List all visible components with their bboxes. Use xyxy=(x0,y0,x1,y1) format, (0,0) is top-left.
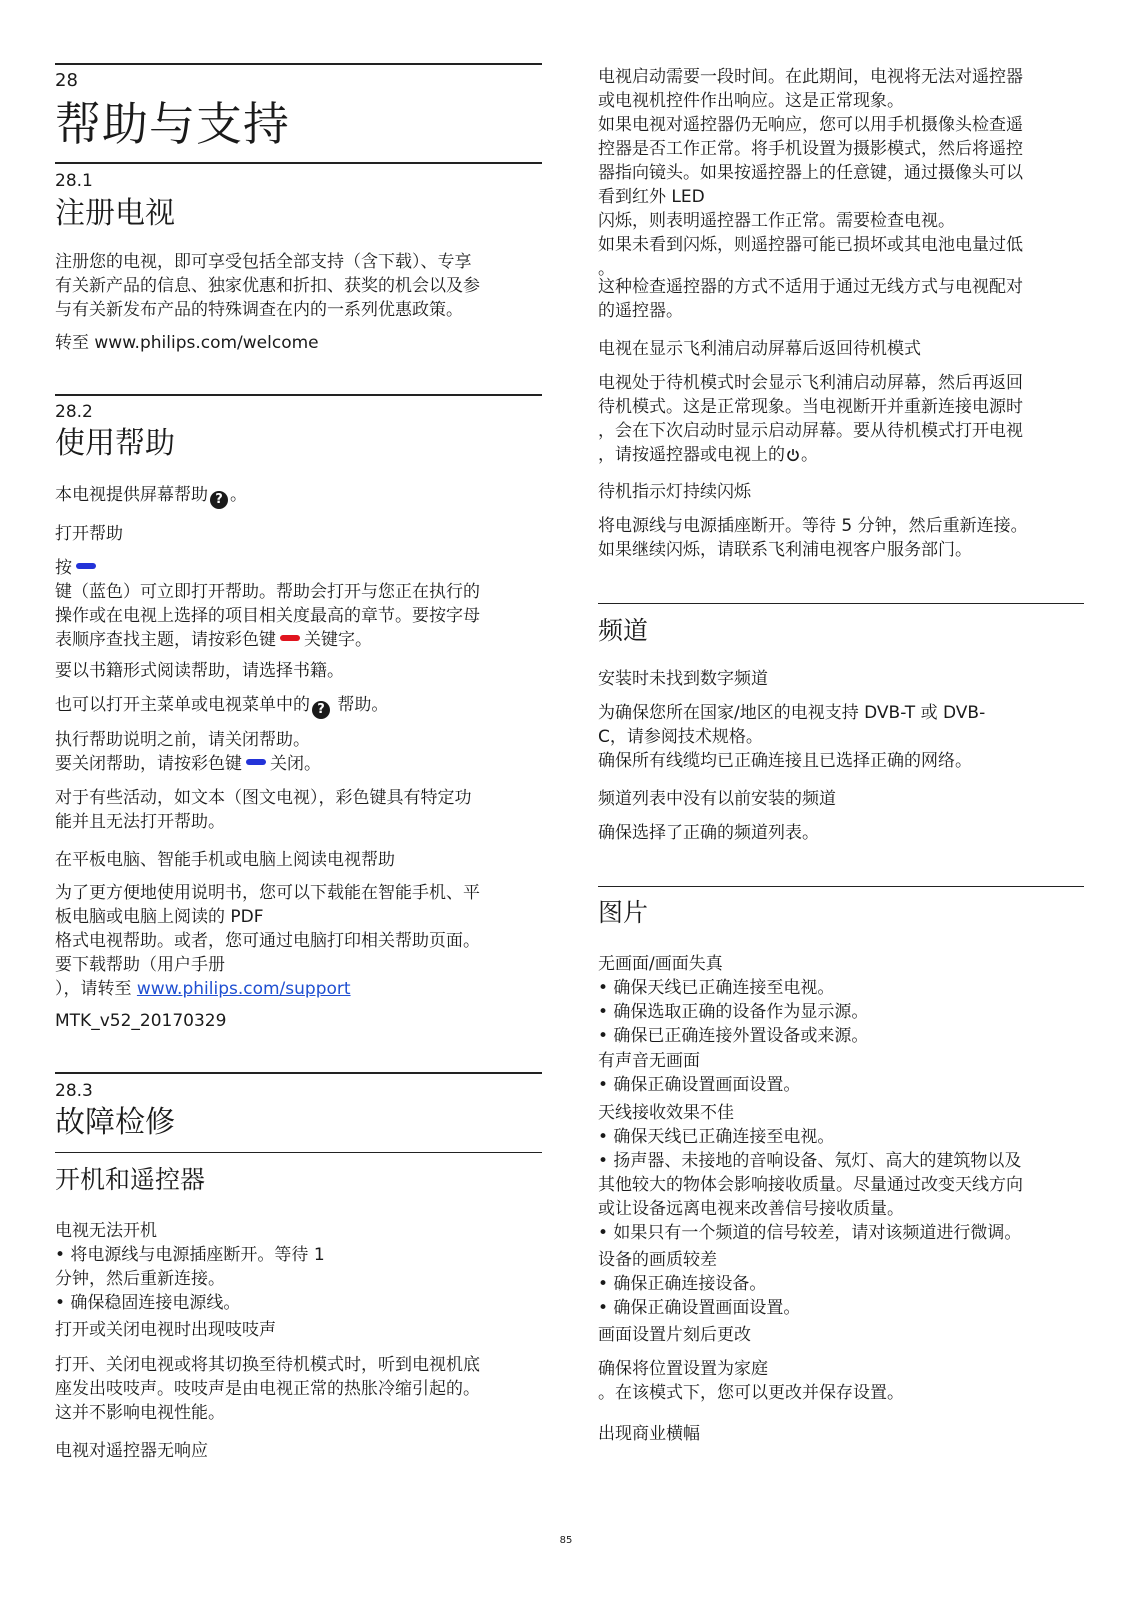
blink-paragraph: 将电源线与电源插座断开。等待 5 分钟，然后重新连接。 如果继续闪烁，请联系飞利浦电视客户服务部门。 xyxy=(598,516,1028,560)
support-link[interactable]: www.philips.com/support xyxy=(136,979,351,999)
blue-key-icon xyxy=(76,563,96,569)
chapter-number: 28 xyxy=(55,70,78,91)
creak-paragraph: 打开、关闭电视或将其切换至待机模式时，听到电视机底 座发出吱吱声。吱吱声是由电视正常的热胀冷缩引起的。 这并不影响电视性能。 xyxy=(55,1355,480,1423)
subsection-rule xyxy=(55,1152,542,1153)
picture-title: 图片 xyxy=(598,898,649,927)
creak-heading: 打开或关闭电视时出现吱吱声 xyxy=(55,1320,276,1340)
picture-heading-5: 画面设置片刻后更改 xyxy=(598,1325,751,1345)
register-goto: 转至 www.philips.com/welcome xyxy=(55,333,319,353)
download-paragraph: 为了更方便地使用说明书，您可以下载能在智能手机、平 板电脑或电脑上阅读的 PDF 格式电视帮助。或者，您可通过电脑打印相关帮助页面。 要下载帮助（用户手册 ），请转至 www.philips.com/support xyxy=(55,883,480,999)
channels-title: 频道 xyxy=(598,616,649,645)
channels-paragraph-2: 确保选择了正确的频道列表。 xyxy=(598,823,819,843)
subsection-rule xyxy=(598,603,1084,604)
remote-paragraph: 电视启动需要一段时间。在此期间，电视将无法对遥控器 或电视机控件作出响应。这是正常现象。 如果电视对遥控器仍无响应，您可以用手机摄像头检查遥 控器是否工作正常。将手机设置为摄影模式，然后将遥控 器指向镜头。如果按遥控器上的任意键，通过摄像头可以 看到红外 LED 闪烁，则表明遥控器工作正常。需要检查电视。 如果未看到闪烁，则遥控器可能已损坏或其电池电量过低 。 xyxy=(598,67,1023,279)
left-column xyxy=(55,0,542,1600)
picture-heading-6: 出现商业横幅 xyxy=(598,1424,700,1444)
open-help-heading: 打开帮助 xyxy=(55,524,123,544)
section-number: 28.3 xyxy=(55,1081,93,1101)
help-question-icon: ? xyxy=(210,491,228,509)
section-title: 故障检修 xyxy=(55,1105,175,1140)
section-title: 注册电视 xyxy=(55,196,175,231)
chapter-rule xyxy=(55,63,542,65)
remote-heading: 电视对遥控器无响应 xyxy=(55,1441,208,1461)
standby-heading: 电视在显示飞利浦启动屏幕后返回待机模式 xyxy=(598,339,921,359)
right-column xyxy=(598,0,1084,1600)
standby-paragraph: 电视处于待机模式时会显示飞利浦启动屏幕，然后再返回 待机模式。这是正常现象。当电视断开并重新连接电源时 ，会在下次启动时显示启动屏幕。要从待机模式打开电视 ，请按遥控器或电视上的 。 xyxy=(598,373,1023,465)
channels-heading-1: 安装时未找到数字频道 xyxy=(598,669,768,689)
cannot-switch-on: 电视无法开机 • 将电源线与电源插座断开。等待 1 分钟，然后重新连接。 • 确保稳固连接电源线。 xyxy=(55,1221,325,1313)
help-intro: 本电视提供屏幕帮助 ? 。 xyxy=(55,485,247,507)
section-rule xyxy=(55,394,542,396)
picture-group-4: 设备的画质较差 • 确保正确连接设备。 • 确保正确设置画面设置。 xyxy=(598,1250,801,1318)
blue-key-icon xyxy=(246,759,266,765)
activities-paragraph: 对于有些活动，如文本（图文电视），彩色键具有特定功 能并且无法打开帮助。 xyxy=(55,788,472,832)
section-rule xyxy=(55,1072,542,1074)
book-paragraph: 要以书籍形式阅读帮助，请选择书籍。 xyxy=(55,661,344,681)
channels-paragraph-1: 为确保您所在国家/地区的电视支持 DVB-T 或 DVB- C，请参阅技术规格。 确保所有线缆均已正确连接且已选择正确的网络。 xyxy=(598,703,986,771)
help-question-icon: ? xyxy=(312,701,330,719)
chapter-title: 帮助与支持 xyxy=(55,97,290,151)
section-rule xyxy=(55,162,542,164)
register-paragraph: 注册您的电视，即可享受包括全部支持（含下载）、专享 有关新产品的信息、独家优惠和折扣、获奖的机会以及参 与有关新发布产品的特殊调查在内的一系列优惠政策。 xyxy=(55,252,480,320)
version-text: MTK_v52_20170329 xyxy=(55,1011,227,1031)
subsection-title: 开机和遥控器 xyxy=(55,1165,206,1194)
close-help-paragraph: 执行帮助说明之前，请关闭帮助。 要关闭帮助，请按彩色键 关闭。 xyxy=(55,730,321,774)
subsection-rule xyxy=(598,886,1084,887)
red-key-icon xyxy=(280,635,300,641)
power-icon xyxy=(786,448,800,462)
picture-group-5: 确保将位置设置为家庭 。在该模式下，您可以更改并保存设置。 xyxy=(598,1359,904,1403)
remote-note: 这种检查遥控器的方式不适用于通过无线方式与电视配对 的遥控器。 xyxy=(598,277,1023,321)
section-number: 28.1 xyxy=(55,171,93,191)
picture-group-1: 无画面/画面失真 • 确保天线已正确连接至电视。 • 确保选取正确的设备作为显示源。 • 确保已正确连接外置设备或来源。 xyxy=(598,954,869,1046)
tablet-heading: 在平板电脑、智能手机或电脑上阅读电视帮助 xyxy=(55,850,395,870)
picture-group-3: 天线接收效果不佳 • 确保天线已正确连接至电视。 • 扬声器、未接地的音响设备、氖灯、高大的建筑物以及 其他较大的物体会影响接收质量。尽量通过改变天线方向 或让设备远离电视来改善信号接收质量。 • 如果只有一个频道的信号较差，请对该频道进行微调。 xyxy=(598,1103,1023,1243)
section-number: 28.2 xyxy=(55,402,93,422)
section-title: 使用帮助 xyxy=(55,426,175,461)
picture-group-2: 有声音无画面 • 确保正确设置画面设置。 xyxy=(598,1051,801,1095)
page-number: 85 xyxy=(559,1535,573,1546)
menu-help-paragraph: 也可以打开主菜单或电视菜单中的 ? 帮助。 xyxy=(55,695,389,717)
help-press-paragraph: 按 键（蓝色）可立即打开帮助。帮助会打开与您正在执行的 操作或在电视上选择的项目相关度最高的章节。要按字母 表顺序查找主题，请按彩色键 关键字。 xyxy=(55,558,480,650)
channels-heading-2: 频道列表中没有以前安装的频道 xyxy=(598,789,836,809)
blink-heading: 待机指示灯持续闪烁 xyxy=(598,482,751,502)
